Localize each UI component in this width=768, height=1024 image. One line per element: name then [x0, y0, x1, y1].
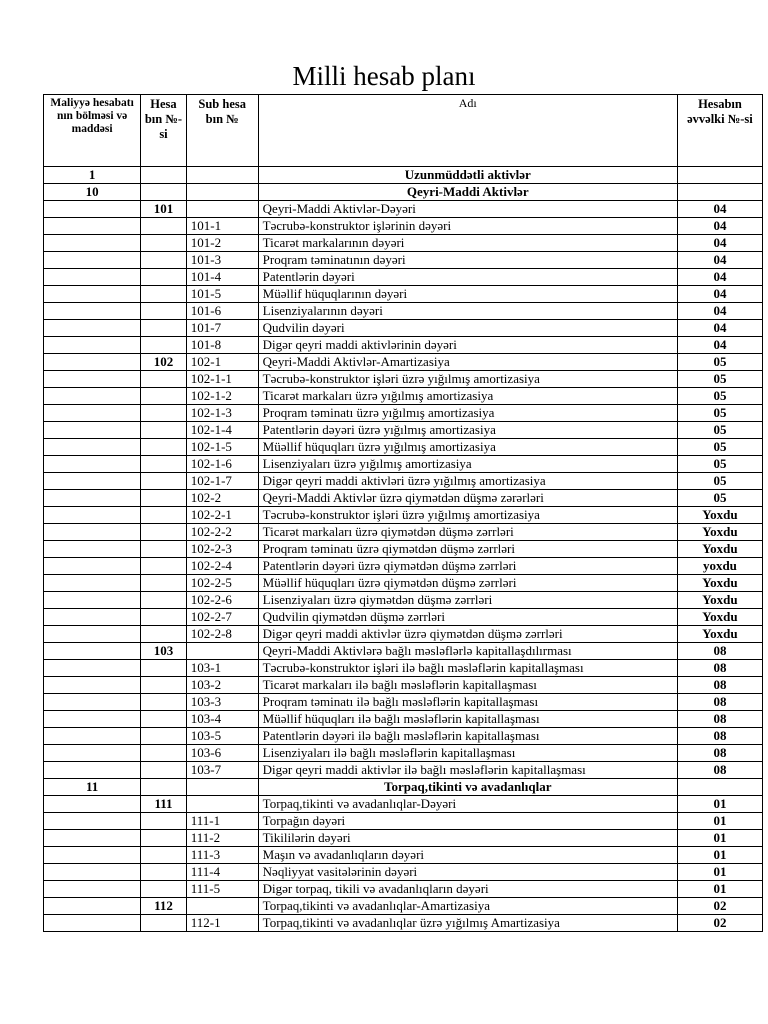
cell-account	[141, 915, 187, 932]
table-body	[44, 167, 763, 932]
cell-sub-account: 103-5	[186, 728, 258, 745]
cell-previous: Yoxdu	[677, 541, 762, 558]
cell-previous: 05	[677, 405, 762, 422]
cell-section	[44, 269, 141, 286]
cell-sub-account: 103-1	[186, 660, 258, 677]
cell-account	[141, 473, 187, 490]
cell-section	[44, 507, 141, 524]
cell-sub-account: 103-2	[186, 677, 258, 694]
cell-previous: 04	[677, 235, 762, 252]
cell-sub-account: 101-3	[186, 252, 258, 269]
cell-sub-account: 102-2-4	[186, 558, 258, 575]
table-row	[44, 524, 763, 541]
cell-section	[44, 898, 141, 915]
table-row	[44, 252, 763, 269]
cell-sub-account: 102-2-5	[186, 575, 258, 592]
cell-previous: 08	[677, 711, 762, 728]
cell-sub-account: 111-2	[186, 830, 258, 847]
table-row	[44, 337, 763, 354]
cell-section	[44, 422, 141, 439]
cell-section	[44, 439, 141, 456]
cell-name: Təcrubə-konstruktor işlərinin dəyəri	[258, 218, 677, 235]
cell-sub-account: 101-6	[186, 303, 258, 320]
cell-name: Digər qeyri maddi aktivlər ilə bağlı məsləflərin kapitallaşması	[258, 762, 677, 779]
account-plan-table	[43, 94, 763, 932]
cell-account: 111	[141, 796, 187, 813]
cell-previous: Yoxdu	[677, 592, 762, 609]
cell-sub-account: 101-2	[186, 235, 258, 252]
cell-previous: Yoxdu	[677, 626, 762, 643]
cell-section	[44, 456, 141, 473]
cell-name: Maşın və avadanlıqların dəyəri	[258, 847, 677, 864]
table-row	[44, 609, 763, 626]
cell-name: Tikililərin dəyəri	[258, 830, 677, 847]
cell-name: Torpaq,tikinti və avadanlıqlar-Amartizasiya	[258, 898, 677, 915]
cell-section	[44, 218, 141, 235]
cell-sub-account: 102-1-2	[186, 388, 258, 405]
cell-account	[141, 541, 187, 558]
cell-account	[141, 252, 187, 269]
cell-sub-account	[186, 643, 258, 660]
table-row	[44, 422, 763, 439]
cell-account	[141, 558, 187, 575]
page-title: Milli hesab planı	[292, 61, 476, 91]
cell-previous: 04	[677, 252, 762, 269]
cell-account	[141, 745, 187, 762]
table-row	[44, 660, 763, 677]
cell-sub-account	[186, 898, 258, 915]
table-row	[44, 541, 763, 558]
cell-account	[141, 371, 187, 388]
cell-previous: 05	[677, 422, 762, 439]
cell-previous: 05	[677, 354, 762, 371]
cell-previous: 04	[677, 218, 762, 235]
cell-previous: 05	[677, 388, 762, 405]
cell-account: 112	[141, 898, 187, 915]
cell-name: Nəqliyyat vasitələrinin dəyəri	[258, 864, 677, 881]
table-row	[44, 694, 763, 711]
cell-account	[141, 167, 187, 184]
cell-section	[44, 541, 141, 558]
cell-section	[44, 762, 141, 779]
table-row	[44, 592, 763, 609]
cell-previous: 05	[677, 490, 762, 507]
table-row	[44, 507, 763, 524]
cell-name: Uzunmüddətli aktivlər	[258, 167, 677, 184]
cell-sub-account: 102-2-8	[186, 626, 258, 643]
cell-account: 103	[141, 643, 187, 660]
cell-name: Müəllif hüquqları üzrə qiymətdən düşmə zərrləri	[258, 575, 677, 592]
cell-section	[44, 235, 141, 252]
cell-account	[141, 184, 187, 201]
cell-name: Digər qeyri maddi aktivlərinin dəyəri	[258, 337, 677, 354]
cell-sub-account: 102-1-6	[186, 456, 258, 473]
cell-previous: 08	[677, 677, 762, 694]
cell-account	[141, 320, 187, 337]
cell-account	[141, 303, 187, 320]
table-row	[44, 218, 763, 235]
header-name: Adı	[258, 95, 677, 167]
cell-name: Müəllif hüquqlarının dəyəri	[258, 286, 677, 303]
cell-account: 101	[141, 201, 187, 218]
cell-name: Proqram təminatı ilə bağlı məsləflərin kapitallaşması	[258, 694, 677, 711]
cell-account	[141, 337, 187, 354]
cell-name: Lisenziyalarının dəyəri	[258, 303, 677, 320]
cell-sub-account: 101-4	[186, 269, 258, 286]
cell-name: Qudvilin dəyəri	[258, 320, 677, 337]
table-row-group	[44, 779, 763, 796]
cell-section	[44, 728, 141, 745]
cell-section	[44, 864, 141, 881]
cell-sub-account	[186, 201, 258, 218]
cell-name: Proqram təminatı üzrə yığılmış amortizasiya	[258, 405, 677, 422]
cell-previous: 08	[677, 643, 762, 660]
cell-name: Lisenziyaları üzrə yığılmış amortizasiya	[258, 456, 677, 473]
cell-name: Patentlərin dəyəri üzrə yığılmış amortizasiya	[258, 422, 677, 439]
cell-section	[44, 796, 141, 813]
cell-section	[44, 881, 141, 898]
cell-name: Patentlərin dəyəri üzrə qiymətdən düşmə zərrləri	[258, 558, 677, 575]
cell-sub-account: 111-5	[186, 881, 258, 898]
cell-name: Digər qeyri maddi aktivlər üzrə qiymətdən düşmə zərrləri	[258, 626, 677, 643]
cell-name: Torpaq,tikinti və avadanlıqlar üzrə yığılmış Amartizasiya	[258, 915, 677, 932]
table-row	[44, 711, 763, 728]
cell-name: Patentlərin dəyəri	[258, 269, 677, 286]
table-row	[44, 405, 763, 422]
cell-name: Torpaq,tikinti və avadanlıqlar-Dəyəri	[258, 796, 677, 813]
cell-section: 10	[44, 184, 141, 201]
cell-section	[44, 388, 141, 405]
cell-section	[44, 694, 141, 711]
cell-sub-account: 102-1	[186, 354, 258, 371]
cell-name: Ticarət markaları üzrə yığılmış amortizasiya	[258, 388, 677, 405]
cell-section	[44, 524, 141, 541]
cell-sub-account: 103-6	[186, 745, 258, 762]
cell-previous: Yoxdu	[677, 609, 762, 626]
cell-name: Torpaq,tikinti və avadanlıqlar	[258, 779, 677, 796]
cell-previous: 05	[677, 456, 762, 473]
table-row	[44, 626, 763, 643]
cell-section	[44, 609, 141, 626]
cell-account	[141, 762, 187, 779]
cell-sub-account: 102-1-5	[186, 439, 258, 456]
cell-sub-account: 102-2-7	[186, 609, 258, 626]
cell-name: Qudvilin qiymətdən düşmə zərrləri	[258, 609, 677, 626]
table-row-group	[44, 184, 763, 201]
cell-section	[44, 643, 141, 660]
table-row	[44, 490, 763, 507]
cell-sub-account: 101-8	[186, 337, 258, 354]
cell-previous: 04	[677, 286, 762, 303]
table-row	[44, 456, 763, 473]
cell-sub-account: 103-4	[186, 711, 258, 728]
cell-sub-account: 102-2-3	[186, 541, 258, 558]
cell-section	[44, 405, 141, 422]
table-row	[44, 915, 763, 932]
cell-name: Lisenziyaları ilə bağlı məsləflərin kapitallaşması	[258, 745, 677, 762]
cell-section	[44, 252, 141, 269]
cell-section	[44, 592, 141, 609]
cell-sub-account: 101-1	[186, 218, 258, 235]
table-row	[44, 269, 763, 286]
cell-name: Ticarət markaları üzrə qiymətdən düşmə zərrləri	[258, 524, 677, 541]
table-row	[44, 847, 763, 864]
cell-section	[44, 371, 141, 388]
table-row	[44, 201, 763, 218]
table-row	[44, 830, 763, 847]
cell-name: Digər qeyri maddi aktivləri üzrə yığılmış amortizasiya	[258, 473, 677, 490]
cell-section	[44, 915, 141, 932]
cell-previous: Yoxdu	[677, 524, 762, 541]
cell-previous: 01	[677, 830, 762, 847]
table-row	[44, 286, 763, 303]
cell-sub-account: 102-2-2	[186, 524, 258, 541]
cell-previous	[677, 779, 762, 796]
table-row	[44, 745, 763, 762]
cell-name: Patentlərin dəyəri ilə bağlı məsləflərin kapitallaşması	[258, 728, 677, 745]
cell-previous: 08	[677, 660, 762, 677]
cell-name: Proqram təminatının dəyəri	[258, 252, 677, 269]
cell-account	[141, 575, 187, 592]
cell-sub-account: 111-4	[186, 864, 258, 881]
cell-name: Torpağın dəyəri	[258, 813, 677, 830]
cell-section	[44, 813, 141, 830]
cell-account	[141, 813, 187, 830]
table-row	[44, 864, 763, 881]
cell-account	[141, 439, 187, 456]
cell-account	[141, 847, 187, 864]
cell-name: Qeyri-Maddi Aktivlər-Dəyəri	[258, 201, 677, 218]
cell-section	[44, 286, 141, 303]
cell-sub-account: 103-3	[186, 694, 258, 711]
cell-previous: 08	[677, 694, 762, 711]
cell-previous: 01	[677, 847, 762, 864]
header-sub-account: Sub hesa bın №	[186, 95, 258, 167]
cell-account	[141, 218, 187, 235]
table-row	[44, 235, 763, 252]
cell-previous	[677, 167, 762, 184]
cell-section	[44, 354, 141, 371]
cell-sub-account: 102-1-3	[186, 405, 258, 422]
cell-name: Ticarət markaları ilə bağlı məsləflərin kapitallaşması	[258, 677, 677, 694]
cell-account	[141, 694, 187, 711]
cell-sub-account: 102-1-7	[186, 473, 258, 490]
cell-name: Proqram təminatı üzrə qiymətdən düşmə zərrləri	[258, 541, 677, 558]
cell-previous: 05	[677, 473, 762, 490]
cell-previous: 08	[677, 762, 762, 779]
cell-section	[44, 847, 141, 864]
table-row	[44, 558, 763, 575]
cell-account	[141, 269, 187, 286]
cell-account	[141, 524, 187, 541]
cell-account	[141, 286, 187, 303]
cell-sub-account: 102-1-4	[186, 422, 258, 439]
cell-name: Təcrubə-konstruktor işləri ilə bağlı məsləflərin kapitallaşması	[258, 660, 677, 677]
table-row	[44, 320, 763, 337]
table-row	[44, 473, 763, 490]
table-row	[44, 898, 763, 915]
cell-sub-account: 111-1	[186, 813, 258, 830]
cell-account	[141, 677, 187, 694]
table-row	[44, 439, 763, 456]
table-row	[44, 388, 763, 405]
cell-name: Təcrubə-konstruktor işləri üzrə yığılmış amortizasiya	[258, 507, 677, 524]
cell-account	[141, 235, 187, 252]
cell-name: Müəllif hüquqları üzrə yığılmış amortizasiya	[258, 439, 677, 456]
table-row	[44, 643, 763, 660]
cell-previous: 05	[677, 439, 762, 456]
cell-previous: 05	[677, 371, 762, 388]
cell-sub-account: 101-7	[186, 320, 258, 337]
cell-account	[141, 626, 187, 643]
table-row-group	[44, 167, 763, 184]
cell-previous: yoxdu	[677, 558, 762, 575]
table-row	[44, 762, 763, 779]
cell-previous: 04	[677, 269, 762, 286]
cell-account	[141, 864, 187, 881]
cell-section	[44, 745, 141, 762]
cell-sub-account: 102-2-6	[186, 592, 258, 609]
cell-section	[44, 626, 141, 643]
cell-account	[141, 422, 187, 439]
cell-account	[141, 609, 187, 626]
cell-account: 102	[141, 354, 187, 371]
cell-account	[141, 592, 187, 609]
cell-previous: 08	[677, 728, 762, 745]
cell-name: Qeyri-Maddi Aktivlərə bağlı məsləflərlə kapitallaşdılırması	[258, 643, 677, 660]
table-row	[44, 371, 763, 388]
cell-sub-account: 103-7	[186, 762, 258, 779]
cell-section	[44, 490, 141, 507]
cell-section	[44, 473, 141, 490]
cell-previous: 01	[677, 864, 762, 881]
cell-previous: 04	[677, 201, 762, 218]
table-header	[44, 95, 763, 167]
cell-account	[141, 388, 187, 405]
cell-sub-account: 111-3	[186, 847, 258, 864]
cell-sub-account	[186, 167, 258, 184]
cell-section	[44, 558, 141, 575]
cell-previous: 02	[677, 898, 762, 915]
cell-account	[141, 711, 187, 728]
cell-section	[44, 320, 141, 337]
cell-name: Ticarət markalarının dəyəri	[258, 235, 677, 252]
cell-sub-account	[186, 779, 258, 796]
table-row	[44, 796, 763, 813]
header-account: Hesa bın №-si	[141, 95, 187, 167]
cell-name: Lisenziyaları üzrə qiymətdən düşmə zərrləri	[258, 592, 677, 609]
cell-sub-account: 101-5	[186, 286, 258, 303]
cell-previous: 01	[677, 796, 762, 813]
table-row	[44, 677, 763, 694]
cell-account	[141, 507, 187, 524]
cell-account	[141, 660, 187, 677]
table-row	[44, 813, 763, 830]
cell-previous	[677, 184, 762, 201]
cell-account	[141, 456, 187, 473]
cell-previous: 04	[677, 320, 762, 337]
cell-name: Müəllif hüquqları ilə bağlı məsləflərin kapitallaşması	[258, 711, 677, 728]
table-row	[44, 354, 763, 371]
cell-section: 1	[44, 167, 141, 184]
cell-account	[141, 830, 187, 847]
cell-previous: Yoxdu	[677, 507, 762, 524]
cell-sub-account: 102-1-1	[186, 371, 258, 388]
cell-account	[141, 490, 187, 507]
cell-account	[141, 881, 187, 898]
cell-name: Qeyri-Maddi Aktivlər	[258, 184, 677, 201]
cell-sub-account	[186, 796, 258, 813]
cell-name: Qeyri-Maddi Aktivlər üzrə qiymətdən düşmə zərərləri	[258, 490, 677, 507]
cell-section: 11	[44, 779, 141, 796]
cell-name: Təcrubə-konstruktor işləri üzrə yığılmış amortizasiya	[258, 371, 677, 388]
cell-section	[44, 677, 141, 694]
cell-sub-account: 102-2	[186, 490, 258, 507]
cell-section	[44, 830, 141, 847]
cell-section	[44, 711, 141, 728]
cell-previous: 04	[677, 337, 762, 354]
cell-previous: Yoxdu	[677, 575, 762, 592]
cell-section	[44, 201, 141, 218]
table-row	[44, 575, 763, 592]
cell-section	[44, 575, 141, 592]
cell-sub-account: 102-2-1	[186, 507, 258, 524]
table-row	[44, 881, 763, 898]
cell-section	[44, 303, 141, 320]
cell-previous: 08	[677, 745, 762, 762]
cell-sub-account: 112-1	[186, 915, 258, 932]
cell-account	[141, 779, 187, 796]
cell-section	[44, 337, 141, 354]
header-section: Maliyyə hesabatı nın bölməsi və maddəsi	[44, 95, 141, 167]
cell-sub-account	[186, 184, 258, 201]
cell-name: Digər torpaq, tikili və avadanlıqların dəyəri	[258, 881, 677, 898]
cell-section	[44, 660, 141, 677]
cell-previous: 02	[677, 915, 762, 932]
table-row	[44, 303, 763, 320]
cell-previous: 01	[677, 813, 762, 830]
header-previous: Hesabın əvvəlki №-si	[677, 95, 762, 167]
cell-name: Qeyri-Maddi Aktivlər-Amartizasiya	[258, 354, 677, 371]
cell-account	[141, 728, 187, 745]
table-row	[44, 728, 763, 745]
cell-account	[141, 405, 187, 422]
cell-previous: 04	[677, 303, 762, 320]
cell-previous: 01	[677, 881, 762, 898]
